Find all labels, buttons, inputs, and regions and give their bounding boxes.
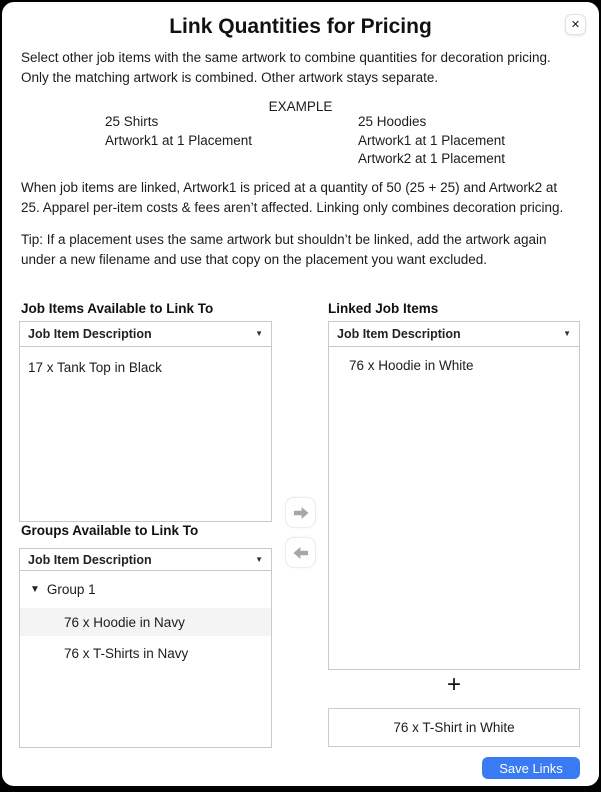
example-right-column xyxy=(358,113,505,169)
intro-line: Select other job items with the same artwork to combine quantities for decoration pricing. xyxy=(21,50,551,65)
plus-icon: + xyxy=(446,671,461,698)
groups-column-dropdown[interactable] xyxy=(20,549,271,571)
list-item[interactable]: 76 x Hoodie in Navy xyxy=(20,608,271,636)
example-line: 25 Shirts xyxy=(105,114,159,129)
list-item[interactable]: 17 x Tank Top in Black xyxy=(28,360,162,375)
link-quantities-dialog xyxy=(2,2,599,786)
linked-items-listbox xyxy=(328,321,580,670)
available-items-listbox xyxy=(19,321,272,522)
disclosure-triangle-icon[interactable]: ▼ xyxy=(30,583,40,595)
available-items-column-dropdown[interactable] xyxy=(20,322,271,347)
example-line: Artwork1 at 1 Placement xyxy=(358,132,506,148)
target-item-box xyxy=(328,708,580,747)
explanation-text xyxy=(21,178,589,217)
example-line: Artwork1 at 1 Placement xyxy=(105,132,253,148)
close-icon: ✕ xyxy=(570,19,581,31)
column-header-label: Job Item Description xyxy=(28,327,152,341)
example-line: 25 Hoodies xyxy=(358,114,427,129)
linked-items-column-dropdown[interactable] xyxy=(329,322,579,347)
add-link-button[interactable] xyxy=(328,672,580,698)
save-links-button[interactable] xyxy=(482,757,580,779)
explanation-line: 25. Apparel per-item costs & fees aren’t affected. Linking only combines decoration pricing. xyxy=(21,199,564,215)
explanation-line: When job items are linked, Artwork1 is priced at a quantity of 50 (25 + 25) and Artwork2 at xyxy=(21,180,558,195)
arrow-left-icon xyxy=(291,543,311,563)
tip-text xyxy=(21,230,589,269)
intro-line: Only the matching artwork is combined. Other artwork stays separate. xyxy=(21,69,439,85)
available-items-heading: Job Items Available to Link To xyxy=(21,301,214,316)
arrow-right-icon xyxy=(291,503,311,523)
list-item[interactable]: 76 x T-Shirts in Navy xyxy=(64,645,189,661)
dropdown-caret-icon: ▼ xyxy=(563,329,571,338)
intro-text xyxy=(21,48,586,87)
dropdown-caret-icon: ▼ xyxy=(255,329,263,338)
dropdown-caret-icon: ▼ xyxy=(255,554,263,564)
list-item[interactable]: 76 x Hoodie in White xyxy=(349,358,474,373)
linked-items-heading: Linked Job Items xyxy=(328,301,439,316)
example-left-column xyxy=(105,113,252,150)
column-header-label: Job Item Description xyxy=(28,552,152,567)
move-right-button[interactable] xyxy=(285,497,316,528)
tip-line: Tip: If a placement uses the same artwork but shouldn’t be linked, add the artwork again xyxy=(21,232,547,247)
move-left-button[interactable] xyxy=(285,537,316,568)
example-line: Artwork2 at 1 Placement xyxy=(358,151,506,166)
groups-listbox xyxy=(19,548,272,748)
group-row[interactable] xyxy=(20,575,271,604)
group-label: Group 1 xyxy=(46,582,96,597)
example-heading: EXAMPLE xyxy=(268,99,333,114)
groups-heading: Groups Available to Link To xyxy=(21,523,199,538)
tip-line: under a new filename and use that copy on the placement you want excluded. xyxy=(21,251,488,267)
target-item-label: 76 x T-Shirt in White xyxy=(393,720,515,735)
column-header-label: Job Item Description xyxy=(337,327,461,341)
save-links-label: Save Links xyxy=(499,760,563,776)
dialog-title: Link Quantities for Pricing xyxy=(169,15,432,38)
close-button[interactable] xyxy=(565,14,586,35)
